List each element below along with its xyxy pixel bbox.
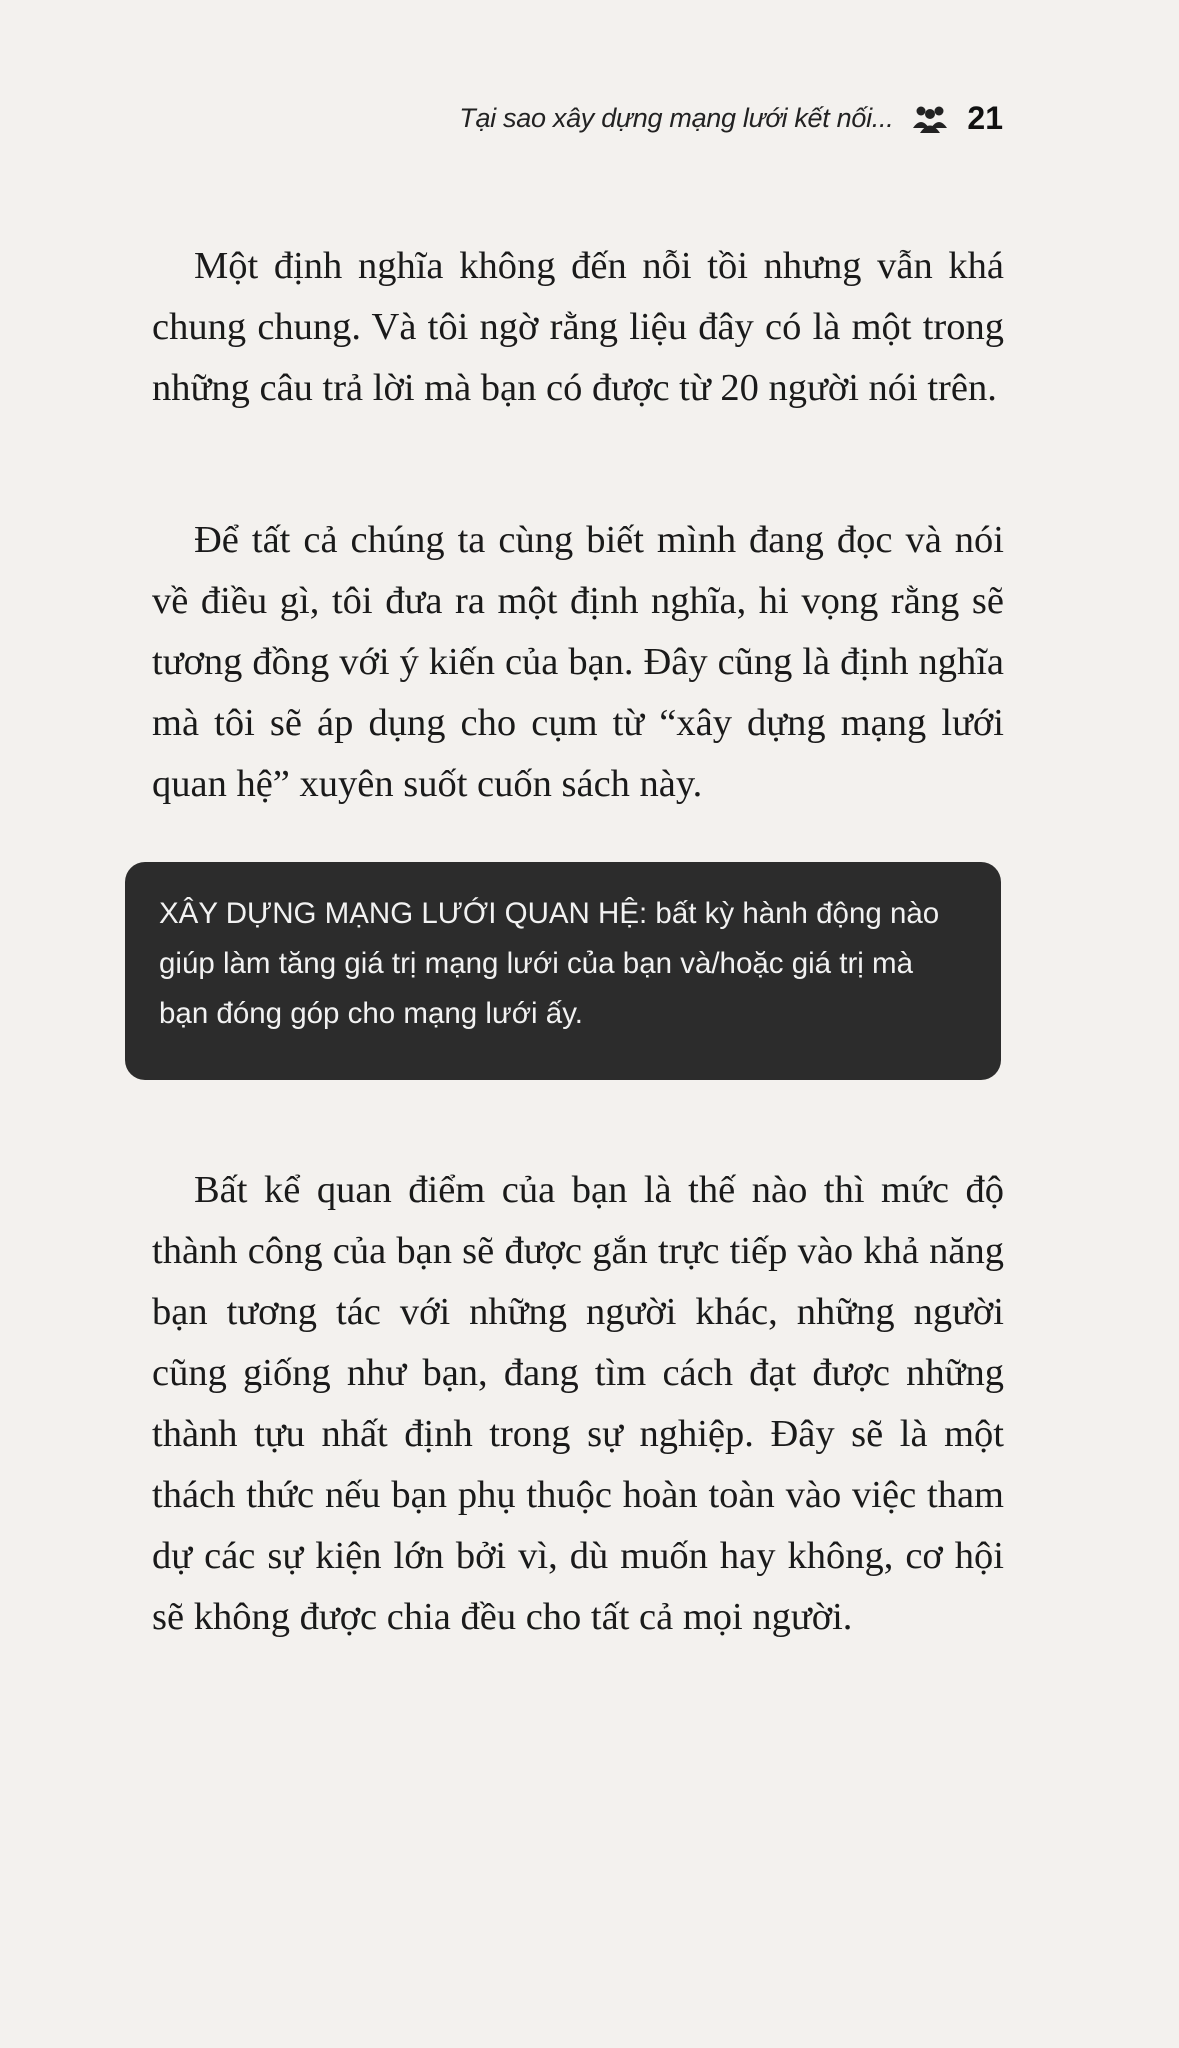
definition-callout — [125, 862, 1001, 1080]
definition-term: XÂY DỰNG MẠNG LƯỚI QUAN HỆ: — [159, 897, 648, 930]
page-number: 21 — [967, 100, 1003, 136]
paragraph-3: Bất kể quan điểm của bạn là thế nào thì mức độ thành công của bạn sẽ được gắn trực tiếp vào khả năng bạn tương tác với những người khác, những người cũng giống như bạn, đang tìm cách đạt được những thành tựu nhất định trong sự nghiệp. Đây sẽ là một thách thức nếu bạn phụ thuộc hoàn toàn vào việc tham dự các sự kiện lớn bởi vì, dù muốn hay không, cơ hội sẽ không được chia đều cho tất cả mọi người. — [152, 1169, 1004, 1638]
definition-text: bất kỳ hành động nào giúp làm tăng giá trị mạng lưới của bạn và/hoặc giá trị mà bạn đóng góp cho mạng lưới ấy. — [159, 897, 940, 1030]
paragraph-2: Để tất cả chúng ta cùng biết mình đang đọc và nói về điều gì, tôi đưa ra một định nghĩa, hi vọng rằng sẽ tương đồng với ý kiến của bạn. Đây cũng là định nghĩa mà tôi sẽ áp dụng cho cụm từ “xây dựng mạng lưới quan hệ” xuyên suốt cuốn sách này. — [152, 519, 1004, 805]
people-icon — [911, 104, 949, 134]
page-header — [459, 100, 1003, 137]
paragraph-1: Một định nghĩa không đến nỗi tồi nhưng vẫn khá chung chung. Và tôi ngờ rằng liệu đây có là một trong những câu trả lời mà bạn có được từ 20 người nói trên. — [152, 245, 1004, 409]
running-title: Tại sao xây dựng mạng lưới kết nối... — [459, 103, 894, 133]
